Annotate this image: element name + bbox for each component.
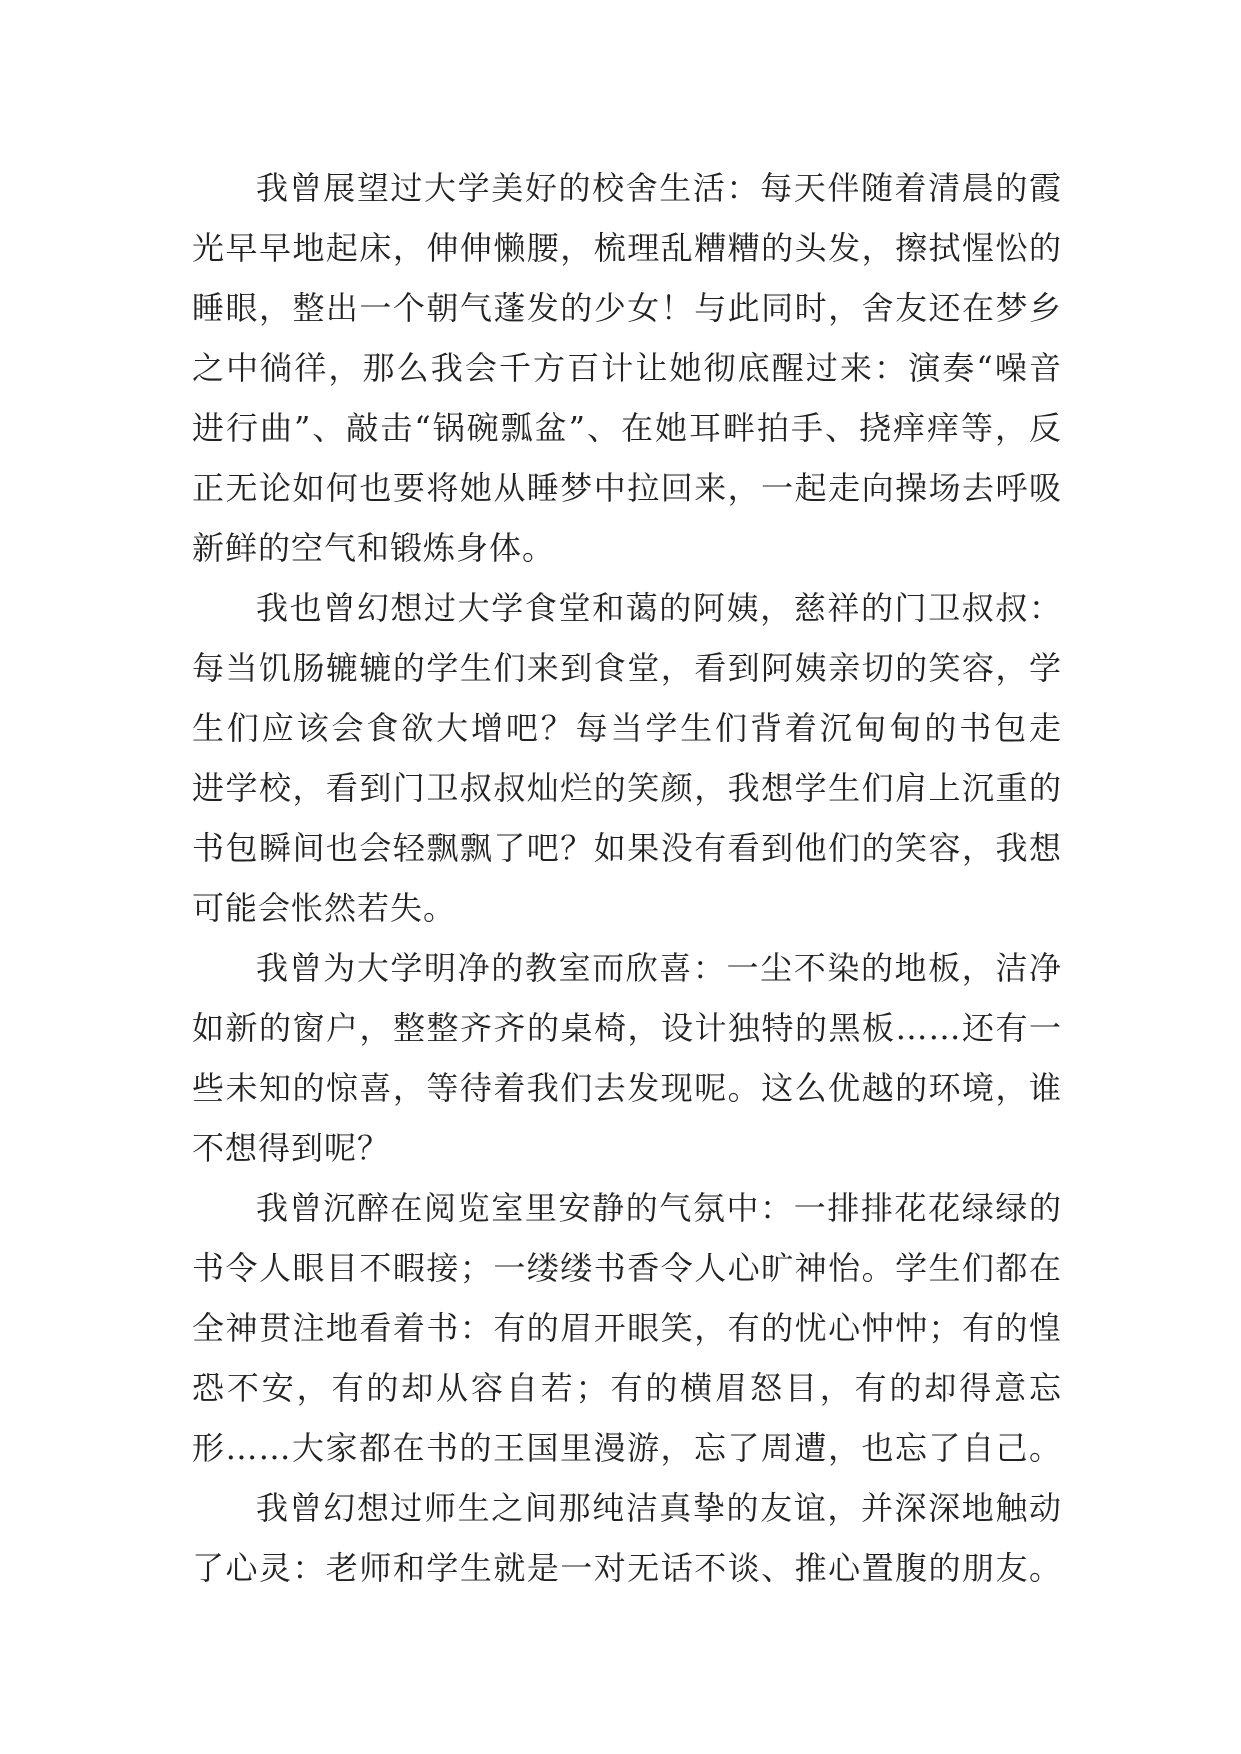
paragraph-5 [192,1478,1062,1598]
paragraph-line: 进行曲”、敲击“锅碗瓢盆”、在她耳畔拍手、挠痒痒等，反 [192,409,1062,447]
paragraph-line: 正无论如何也要将她从睡梦中拉回来，一起走向操场去呼吸 [192,469,1062,507]
paragraph-line: 恐不安，有的却从容自若；有的横眉怒目，有的却得意忘 [192,1369,1062,1407]
paragraph-line: 新鲜的空气和锻炼身体。 [192,529,556,567]
paragraph-line: 每当饥肠辘辘的学生们来到食堂，看到阿姨亲切的笑容，学 [192,649,1062,687]
paragraph-line: 不想得到呢？ [192,1129,391,1167]
paragraph-line: 形……大家都在书的王国里漫游，忘了周遭，也忘了自己。 [192,1429,1062,1467]
paragraph-line: 如新的窗户，整整齐齐的桌椅，设计独特的黑板……还有一 [192,1009,1062,1047]
paragraph-line: 光早早地起床，伸伸懒腰，梳理乱糟糟的头发，擦拭惺忪的 [192,229,1062,267]
paragraph-line: 可能会怅然若失。 [192,889,457,927]
paragraph-line: 睡眼，整出一个朝气蓬发的少女！与此同时，舍友还在梦乡 [192,289,1062,327]
paragraph-line: 我曾沉醉在阅览室里安静的气氛中：一排排花花绿绿的 [256,1189,1062,1227]
paragraph-line: 书包瞬间也会轻飘飘了吧？如果没有看到他们的笑容，我想 [192,829,1062,867]
paragraph-line: 进学校，看到门卫叔叔灿烂的笑颜，我想学生们肩上沉重的 [192,769,1062,807]
paragraph-line: 我曾幻想过师生之间那纯洁真挚的友谊，并深深地触动 [256,1489,1062,1527]
paragraph-line: 了心灵：老师和学生就是一对无话不谈、推心置腹的朋友。 [192,1549,1062,1587]
paragraph-line: 书令人眼目不暇接；一缕缕书香令人心旷神怡。学生们都在 [192,1249,1062,1287]
body-text [192,158,1062,1598]
paragraph-2 [192,578,1062,938]
paragraph-line: 全神贯注地看着书：有的眉开眼笑，有的忧心忡忡；有的惶 [192,1309,1062,1347]
paragraph-1 [192,158,1062,578]
paragraph-4 [192,1178,1062,1478]
paragraph-line: 我曾为大学明净的教室而欣喜：一尘不染的地板，洁净 [256,949,1062,987]
paragraph-line: 些未知的惊喜，等待着我们去发现呢。这么优越的环境，谁 [192,1069,1062,1107]
paragraph-line: 我曾展望过大学美好的校舍生活：每天伴随着清晨的霞 [256,169,1062,207]
paragraph-line: 生们应该会食欲大增吧？每当学生们背着沉甸甸的书包走 [192,709,1062,747]
paragraph-3 [192,938,1062,1178]
paragraph-line: 我也曾幻想过大学食堂和蔼的阿姨，慈祥的门卫叔叔： [256,589,1062,627]
paragraph-line: 之中徜徉，那么我会千方百计让她彻底醒过来：演奏“噪音 [192,349,1062,387]
